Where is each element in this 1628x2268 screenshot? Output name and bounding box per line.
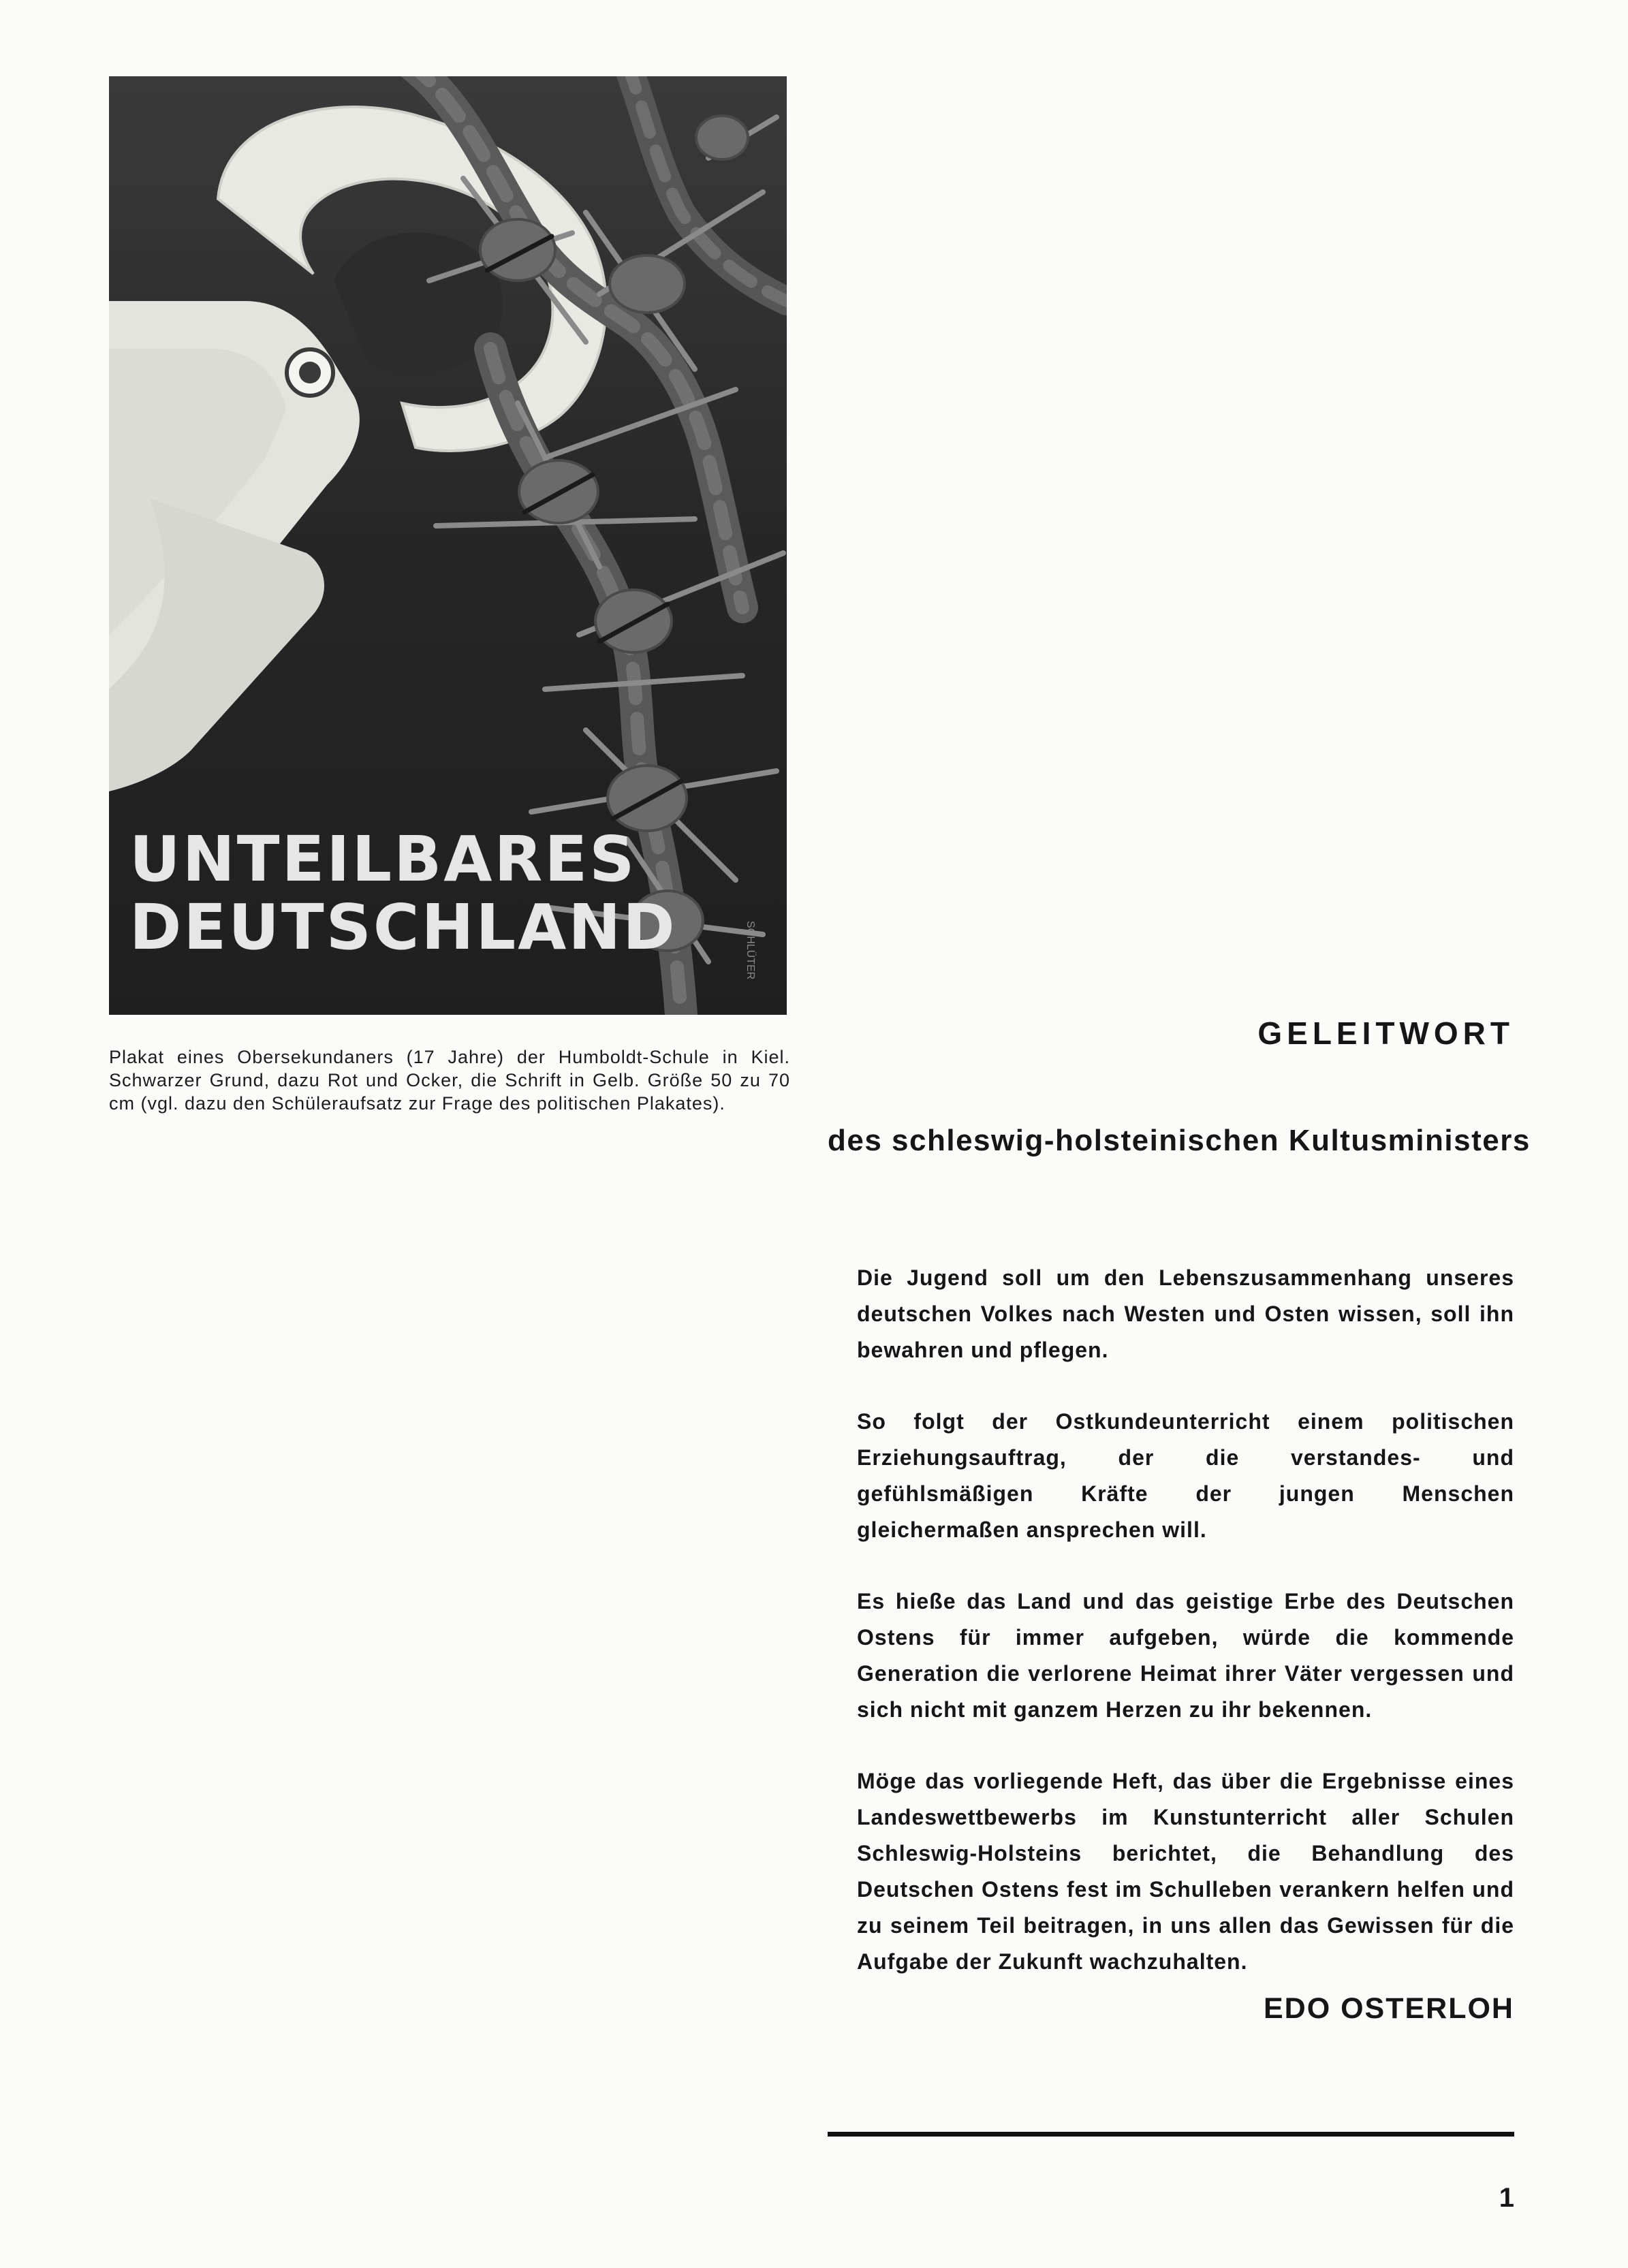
author-signature: EDO OSTERLOH	[1263, 1992, 1514, 2025]
divider-rule	[828, 2132, 1514, 2137]
paragraph-3: Es hieße das Land und das geistige Erbe des Deutschen Ostens für immer aufgeben, würde die kommende Generation die verlorene Heimat ihrer Väter vergessen und sich nicht mit ganzem Herzen zu ihr bekennen.	[857, 1589, 1514, 1722]
poster-title	[129, 825, 677, 962]
paragraph-2: So folgt der Ostkundeunterricht einem politischen Erziehungsauftrag, der die verstandes- und gefühlsmäßigen Kräfte der jungen Menschen gleichermaßen ansprechen will.	[857, 1409, 1514, 1542]
poster-title-line-1: UNTEILBARES	[129, 823, 637, 896]
page-number: 1	[1499, 2183, 1514, 2213]
paragraph-1: Die Jugend soll um den Lebenszusammenhang unseres deutschen Volkes nach Westen und Osten wissen, soll ihn bewahren und pflegen.	[857, 1265, 1514, 1362]
page-subheading: des schleswig-holsteinischen Kultusministers	[828, 1124, 1531, 1157]
poster-artist-signature: SCHLÜTER	[745, 921, 756, 980]
body-text	[857, 1260, 1514, 2015]
poster-image	[109, 76, 787, 1015]
page-heading: GELEITWORT	[1257, 1015, 1514, 1051]
poster-title-line-2: DEUTSCHLAND	[129, 891, 677, 964]
poster-caption: Plakat eines Obersekundaners (17 Jahre) der Humboldt-Schule in Kiel. Schwarzer Grund, dazu Rot und Ocker, die Schrift in Gelb. Größe 50 zu 70 cm (vgl. dazu den Schüleraufsatz zur Frage des politischen Plakates).	[109, 1047, 790, 1114]
paragraph-4: Möge das vorliegende Heft, das über die Ergebnisse eines Landeswettbewerbs im Kunstunterricht aller Schulen Schleswig-Holsteins berichtet, die Behandlung des Deutschen Ostens fest im Schulleben verankern helfen und zu seinem Teil beitragen, in uns allen das Gewissen für die Aufgabe der Zukunft wachzuhalten.	[857, 1769, 1514, 1974]
